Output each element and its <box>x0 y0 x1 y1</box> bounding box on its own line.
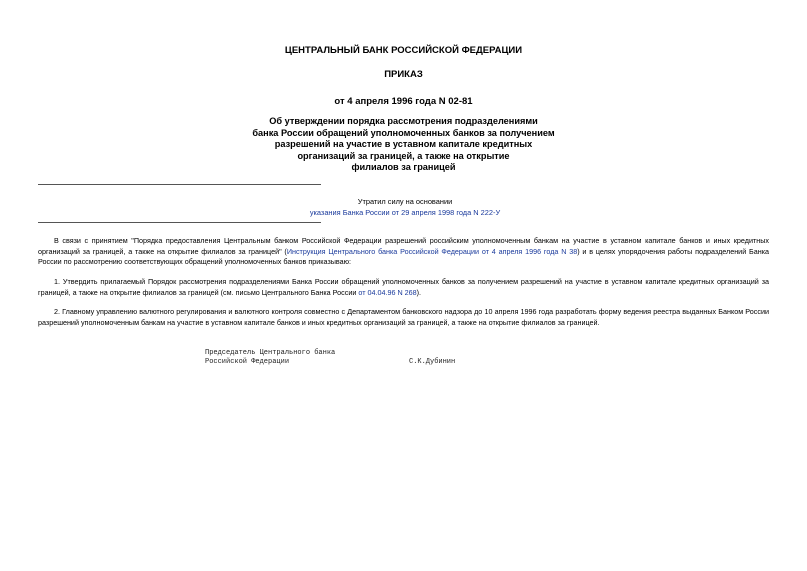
letter-268-link[interactable]: от 04.04.96 N 268 <box>358 287 417 297</box>
title-line: организаций за границей, а также на открытие <box>297 150 510 161</box>
status-note-text: Утратил силу на основании <box>357 197 453 206</box>
body-paragraph-item-2: 2. Главному управлению валютного регулирования и валютного контроля совместно с Департаментом банковского надзора до 10 апреля 1996 года разработать форму ведения реестра выданных Банком России разрешений уполномоченным банкам на участие в уставном капитале банков и иных кредитных организаций за границей, а также на открытие филиалов за границей. <box>38 307 769 327</box>
instruction-38-link[interactable]: Инструкция Центрального банка Российской Федерации от 4 апреля 1996 года N 38 <box>286 246 578 256</box>
paragraph-text: В связи с принятием "Порядка предоставления Центральным банком Российской Федерации разрешений российским уполномоченным банкам на участие в уставном капитале банков и иных кредитных организаций за границей, а также на открытие филиалов за границей" ( <box>38 236 769 256</box>
signatory-position-line1: Председатель Центрального банка <box>205 349 336 357</box>
paragraph-text: ) и в целях упорядочения работы подразделений Банка России по рассмотрению соответствующих обращений уполномоченных банков приказываю: <box>38 246 769 266</box>
paragraph-text: 1. Утвердить прилагаемый Порядок рассмотрения подразделениями Банка России обращений уполномоченных банков за получением разрешений на участие в уставном капитале кредитных организаций за границей, а также на открытие филиалов за границей (см. письмо Центрального Банка России <box>38 277 769 297</box>
document-title <box>200 116 607 174</box>
status-note-link-line <box>300 207 510 219</box>
document-date-number: от 4 апреля 1996 года N 02-81 <box>334 96 473 107</box>
signatory-name: С.К.Дубинин <box>409 358 456 366</box>
title-line: банка России обращений уполномоченных банков за получением <box>252 127 555 138</box>
document-type: ПРИКАЗ <box>384 69 423 80</box>
repeal-document-link[interactable]: указания Банка России от 29 апреля 1998 года N 222-У <box>309 208 501 217</box>
signatory-position-line2: Российской Федерации <box>205 358 290 366</box>
title-line: филиалов за границей <box>351 162 456 173</box>
divider-top <box>38 184 321 185</box>
issuing-organization: ЦЕНТРАЛЬНЫЙ БАНК РОССИЙСКОЙ ФЕДЕРАЦИИ <box>284 45 523 56</box>
body-paragraph-item-1 <box>38 277 769 298</box>
title-line: Об утверждении порядка рассмотрения подразделениями <box>269 116 538 126</box>
title-line: разрешений на участие в уставном капитале кредитных <box>274 139 533 150</box>
divider-bottom <box>38 222 321 223</box>
paragraph-text: ). <box>416 287 422 297</box>
body-paragraph-intro <box>38 236 769 268</box>
